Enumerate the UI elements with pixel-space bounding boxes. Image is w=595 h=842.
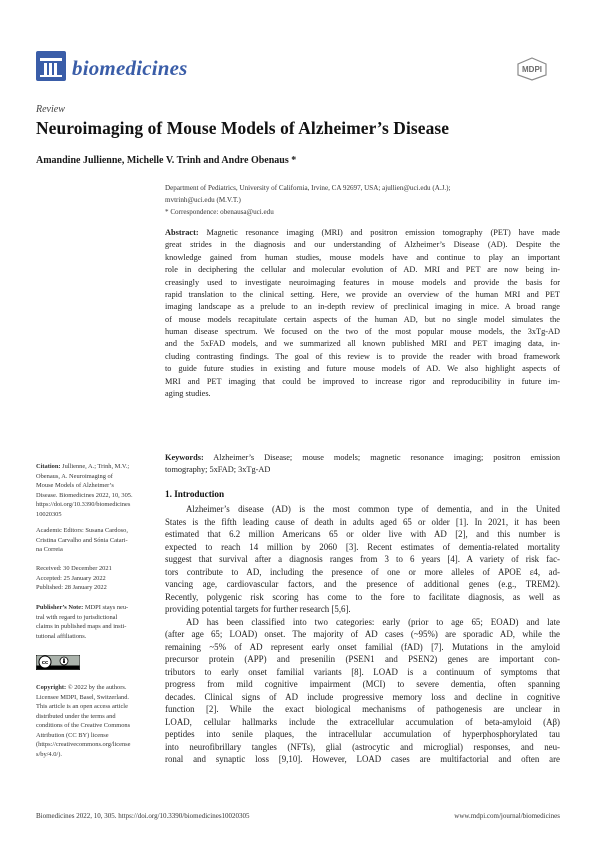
- body-line: into neurofibrillary tangles (NFTs), glial (astrocytic and microglial) responses, and neu-: [165, 741, 560, 752]
- abstract-line: to guide future studies in existing and future mouse models of AD. We also highlight aspects of: [165, 364, 560, 374]
- abstract-line: cluding contrasting findings. The goal of this review is to provide the reader with broad framework: [165, 351, 560, 361]
- affiliation-line: Department of Pediatrics, University of California, Irvine, CA 92697, USA; ajullien@uci.edu (A.J.);: [165, 184, 451, 192]
- abstract-line: and the 5xFAD models, and we summarized all known published MRI and PET imaging data, in-: [165, 339, 560, 349]
- abstract: [165, 227, 560, 400]
- citation-label: Citation:: [36, 463, 61, 470]
- license-link[interactable]: (https://creativecommons.org/license: [36, 741, 131, 748]
- body-line: AD has been classified into two categories: early (prior to age 65; EOAD) and late: [186, 616, 560, 627]
- correspondence-line: * Correspondence: obenausa@uci.edu: [165, 208, 274, 216]
- publication-dates: [36, 564, 112, 593]
- article-type: Review: [36, 104, 65, 115]
- svg-text:cc: cc: [41, 660, 49, 667]
- body-line: tors contribute to AD, including the presence of one or more alleles of APOE ε4, ad-: [165, 566, 560, 577]
- keywords: [165, 452, 560, 477]
- citation-block: Citation: Jullienne, A.; Trinh, M.V.; Obenaus, A. Neuroimaging of Mouse Models of Alzheimer’s Disease. Biomedicines 2022, 10, 305. https://doi.org/10.3390/biomedicines 10020305: [36, 463, 133, 518]
- published-date: Published: 28 January 2022: [36, 584, 107, 591]
- keywords-line: Keywords: Alzheimer’s Disease; mouse models; magnetic resonance imaging; positron emission: [165, 453, 560, 462]
- affiliation-line: mvtrinh@uci.edu (M.V.T.): [165, 196, 241, 204]
- body-line: tributors to early onset familial variants [8]. LOAD is a continuum of symptoms that: [165, 666, 560, 677]
- copyright-notice: Copyright: © 2022 by the authors. Licensee MDPI, Basel, Switzerland. This article is an open access article distributed under the terms and conditions of the Creative Commons Attribution (CC BY) license (https://creativecommons.org/license s/by/4.0/).: [36, 684, 131, 758]
- abstract-line: imaging landscape as a prelude to an in-depth review of preclinical imaging in mice. A broad range: [165, 302, 560, 312]
- abstract-line: great strides in the diagnosis and our understanding of Alzheimer’s Disease (AD). Despite the: [165, 240, 560, 250]
- license-link[interactable]: s/by/4.0/).: [36, 750, 62, 758]
- body-line: (after age 65; LOAD) onset. The majority of AD cases (~95%) are sporadic AD, while the: [165, 629, 560, 639]
- section-heading: 1. Introduction: [165, 489, 225, 499]
- doi-link[interactable]: https://doi.org/10.3390/biomedicines: [36, 501, 131, 508]
- footer-journal-url[interactable]: www.mdpi.com/journal/biomedicines: [454, 812, 560, 820]
- footer-citation[interactable]: Biomedicines 2022, 10, 305. https://doi.org/10.3390/biomedicines10020305: [36, 812, 250, 820]
- body-text: [165, 503, 560, 766]
- cc-by-license-icon[interactable]: [36, 655, 80, 670]
- body-line: Alzheimer’s disease (AD) is the most common type of dementia, and in the United: [186, 504, 560, 514]
- body-line: peptides into senile plaques, the intracellular accumulation of hyperphosphorylated tau: [165, 729, 560, 739]
- body-line: progress from mild cognitive impairment (MCI) to severe dementia, often spanning: [165, 679, 560, 689]
- keywords-line: tomography; 5xFAD; 3xTg-AD: [165, 465, 271, 475]
- abstract-line: creasingly used to investigate neuroimaging features in mouse models and provide the basis for: [165, 277, 560, 287]
- received-date: Received: 30 December 2021: [36, 565, 112, 572]
- body-line: expected to reach 14 million by 2060 [3]. Recent estimates of dementia-related mortality: [165, 541, 560, 552]
- journal-name[interactable]: biomedicines: [72, 56, 188, 80]
- body-line: remaining ~5% of AD represent early onset familial (fAD) [7]. Mutations in the amyloid: [165, 641, 560, 652]
- body-line: vancing age, cardiovascular factors, and the presence of additional genes (e.g., TREM2).: [165, 579, 560, 589]
- keywords-label: Keywords:: [165, 453, 204, 462]
- accepted-date: Accepted: 25 January 2022: [36, 574, 106, 582]
- body-line: estimated that 6.2 million Americans 65 or older live with AD [2], and this number is: [165, 529, 560, 539]
- biomedicines-logo-icon: [36, 51, 66, 81]
- publisher-note: Publisher’s Note: MDPI stays neu- tral with regard to jurisdictional claims in published maps and insti- tutional affiliations.: [36, 604, 129, 640]
- article-title: Neuroimaging of Mouse Models of Alzheimer’s Disease: [36, 118, 450, 138]
- abstract-line: rapid translation to the clinical setting. Here, we provide an overview of the human MRI and PET: [165, 289, 560, 299]
- abstract-line: aging studies.: [165, 388, 211, 398]
- abstract-line: role in deciphering the cellular and molecular evolution of AD. MRI and PET are now being in-: [165, 265, 560, 275]
- body-line: providing potential targets for further research [5,6].: [165, 604, 351, 614]
- abstract-label: Abstract:: [165, 228, 199, 237]
- publisher-name: MDPI: [522, 65, 542, 74]
- academic-editors: Academic Editors: Susana Cardoso, Cristina Carvalho and Sónia Catari- na Correia: [36, 527, 128, 553]
- body-line: Recently, polygenic risk scoring has come to the fore to facilitate diagnosis, as well as: [165, 591, 560, 602]
- abstract-line: MRI and PET imaging that could be improved to increase rigor and reproducibility in future im-: [165, 376, 560, 386]
- body-line: function [2]. While the exact biological mechanisms of pathogenesis are unclear in: [165, 704, 560, 714]
- copyright-label: Copyright:: [36, 684, 67, 691]
- publisher-note-label: Publisher’s Note:: [36, 604, 84, 611]
- abstract-line: of mouse models recapitulate certain aspects of the human AD, but no single model simulates the: [165, 314, 560, 324]
- author-list: Amandine Jullienne, Michelle V. Trinh and Andre Obenaus *: [36, 155, 297, 166]
- abstract-line: human disease spectrum. We focused on the two of the most popular mouse models, the 3xTg-AD: [165, 327, 560, 336]
- abstract-line: knowledge gained from human studies, mouse models have and continue to play an important: [165, 252, 560, 262]
- abstract-line: Abstract: Magnetic resonance imaging (MRI) and positron emission tomography (PET) have made: [165, 228, 560, 237]
- body-line: LOAD, cellular hallmarks include the extracellular accumulation of beta-amyloid (Aβ): [165, 716, 560, 727]
- body-line: ronal and synaptic loss [9,10]. However, LOAD cases are multifactorial and often are: [165, 754, 560, 764]
- doi-link[interactable]: 10020305: [36, 510, 62, 518]
- body-line: decades. Clinical signs of AD include progressive memory loss and decline in cognitive: [165, 691, 560, 702]
- body-line: States is the fifth leading cause of death in adults aged 65 or older [1]. In 2021, it has been: [165, 516, 560, 527]
- body-line: precursor protein (APP) and presenilin (PSEN1 and PSEN2) genes are important con-: [165, 654, 560, 664]
- body-line: suggest that survival after a diagnosis ranges from 3 to 6 years [4]. A variety of risk fac-: [165, 554, 560, 564]
